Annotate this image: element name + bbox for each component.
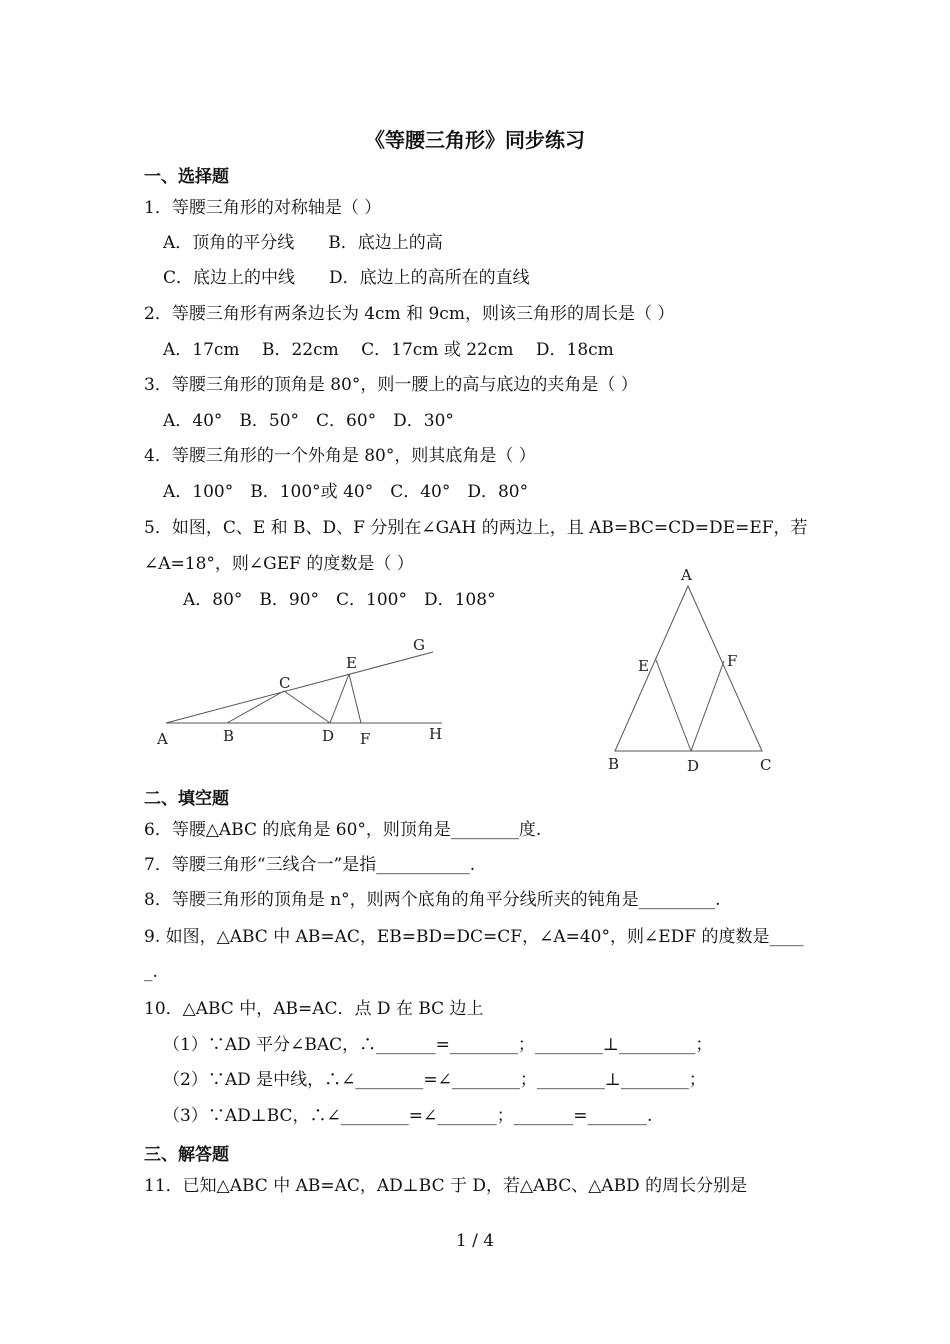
fig2-label-b: B: [608, 755, 620, 773]
fig2-label-d: D: [687, 757, 700, 775]
question-3-options: A．40° B．50° C．60° D．30°: [163, 411, 454, 431]
fig1-label-c: C: [279, 674, 291, 692]
segment-de: [330, 674, 349, 723]
section-heading-choice: 一、选择题: [144, 167, 229, 187]
question-10: 10．△ABC 中，AB=AC．点 D 在 BC 边上: [144, 999, 484, 1019]
question-10-part-3: （3）∵AD⊥BC，∴∠________=∠_______；_______=_______.: [163, 1106, 653, 1126]
segment-ed: [656, 660, 691, 751]
page-title: 《等腰三角形》同步练习: [365, 128, 585, 152]
fig2-label-e: E: [638, 657, 649, 675]
question-1-options-cd: C．底边上的中线 D．底边上的高所在的直线: [163, 268, 530, 288]
question-4-options: A．100° B．100°或 40° C．40° D．80°: [163, 482, 529, 502]
question-1: 1．等腰三角形的对称轴是（ ）: [144, 198, 382, 218]
segment-df: [691, 661, 724, 751]
fig1-label-h: H: [429, 725, 443, 743]
fig1-label-b: B: [223, 727, 235, 745]
question-5-line-1: 5．如图，C、E 和 B、D、F 分别在∠GAH 的两边上，且 AB=BC=CD=DE=EF，若: [144, 518, 808, 538]
fig1-label-a: A: [157, 730, 168, 748]
ray-ag: [166, 652, 433, 723]
question-10-part-1: （1）∵AD 平分∠BAC，∴_______=________；________⊥_________；: [163, 1035, 713, 1055]
question-3: 3．等腰三角形的顶角是 80°，则一腰上的高与底边的夹角是（ ）: [144, 375, 638, 395]
question-8: 8．等腰三角形的顶角是 n°，则两个底角的角平分线所夹的钝角是_________.: [144, 890, 721, 910]
figure-triangle-abc: [600, 560, 790, 780]
question-10-part-2: （2）∵AD 是中线，∴∠________=∠________；________⊥________；: [163, 1070, 706, 1090]
fig1-label-g: G: [413, 636, 425, 654]
question-11: 11．已知△ABC 中 AB=AC，AD⊥BC 于 D，若△ABC、△ABD 的周长分别是: [144, 1176, 748, 1196]
question-7: 7．等腰三角形“三线合一”是指___________.: [144, 855, 476, 875]
fig2-label-f: F: [727, 652, 738, 670]
question-5-line-2: ∠A=18°，则∠GEF 的度数是（ ）: [144, 554, 414, 574]
fig1-label-f: F: [360, 730, 371, 748]
question-9-line-2: _.: [144, 962, 158, 982]
question-2: 2．等腰三角形有两条边长为 4cm 和 9cm，则该三角形的周长是（ ）: [144, 304, 675, 324]
fig2-label-a: A: [681, 566, 692, 584]
segment-bc: [227, 691, 284, 723]
section-heading-fill-blank: 二、填空题: [144, 789, 229, 809]
page-number: 1 / 4: [455, 1231, 495, 1251]
question-2-options: A．17cm B．22cm C．17cm 或 22cm D．18cm: [163, 340, 614, 360]
fig2-label-c: C: [760, 756, 772, 774]
question-9-line-1: 9. 如图，△ABC 中 AB=AC，EB=BD=DC=CF，∠A=40°，则∠EDF 的度数是____: [144, 927, 804, 947]
section-heading-answer: 三、解答题: [144, 1145, 229, 1165]
segment-ef: [349, 674, 361, 723]
question-4: 4．等腰三角形的一个外角是 80°，则其底角是（ ）: [144, 446, 536, 466]
question-5-options: A．80° B．90° C．100° D．108°: [183, 590, 496, 610]
fig1-label-e: E: [346, 654, 357, 672]
segment-cd: [284, 691, 330, 723]
question-1-options-ab: A．顶角的平分线 B．底边上的高: [163, 233, 443, 253]
figure-angle-gah: [150, 628, 460, 753]
fig1-label-d: D: [322, 727, 335, 745]
question-6: 6．等腰△ABC 的底角是 60°，则顶角是________度.: [144, 820, 542, 840]
